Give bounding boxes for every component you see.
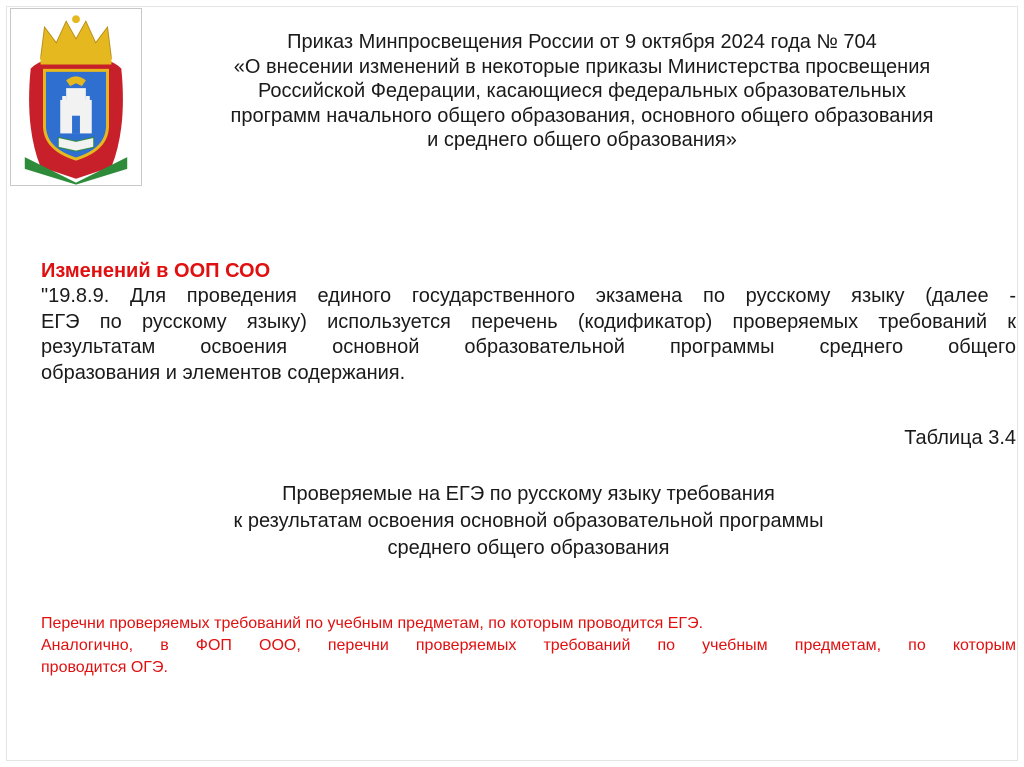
changes-section xyxy=(41,258,1016,386)
quote-line: ЕГЭ по русскому языку) используется перечень (кодификатор) проверяемых требований к xyxy=(41,310,1016,333)
coat-of-arms-icon xyxy=(10,8,142,186)
document-header xyxy=(150,30,1014,153)
quoted-paragraph xyxy=(41,284,1016,386)
note-line: Аналогично, в ФОП ООО, перечни проверяемых требований по учебным предметам, по которым xyxy=(41,637,1016,654)
quote-line: образования и элементов содержания. xyxy=(41,361,406,384)
table-title-line: к результатам освоения основной образовательной программы xyxy=(233,510,824,532)
table-label: Таблица 3.4 xyxy=(904,427,1016,449)
section-heading: Изменений в ООП СОО xyxy=(41,260,271,282)
header-line: и среднего общего образования» xyxy=(427,129,737,151)
table-title-line: среднего общего образования xyxy=(387,537,670,559)
table-title xyxy=(41,481,1016,562)
note-line: проводится ОГЭ. xyxy=(41,659,168,676)
table-title-line: Проверяемые на ЕГЭ по русскому языку требования xyxy=(282,483,775,505)
red-note xyxy=(41,613,1016,679)
header-line: «О внесении изменений в некоторые приказы Министерства просвещения xyxy=(233,55,931,78)
note-line: Перечни проверяемых требований по учебным предметам, по которым проводится ЕГЭ. xyxy=(41,615,704,632)
header-line: Российской Федерации, касающиеся федеральных образовательных xyxy=(257,80,907,102)
header-line: Приказ Минпросвещения России от 9 октября 2024 года № 704 xyxy=(287,31,877,53)
header-line: программ начального общего образования, основного общего образования xyxy=(230,104,934,127)
quote-line: результатам освоения основной образовательной программы среднего общего xyxy=(41,336,1016,358)
quote-line: "19.8.9. Для проведения единого государственного экзамена по русскому языку (далее - xyxy=(41,285,1016,307)
